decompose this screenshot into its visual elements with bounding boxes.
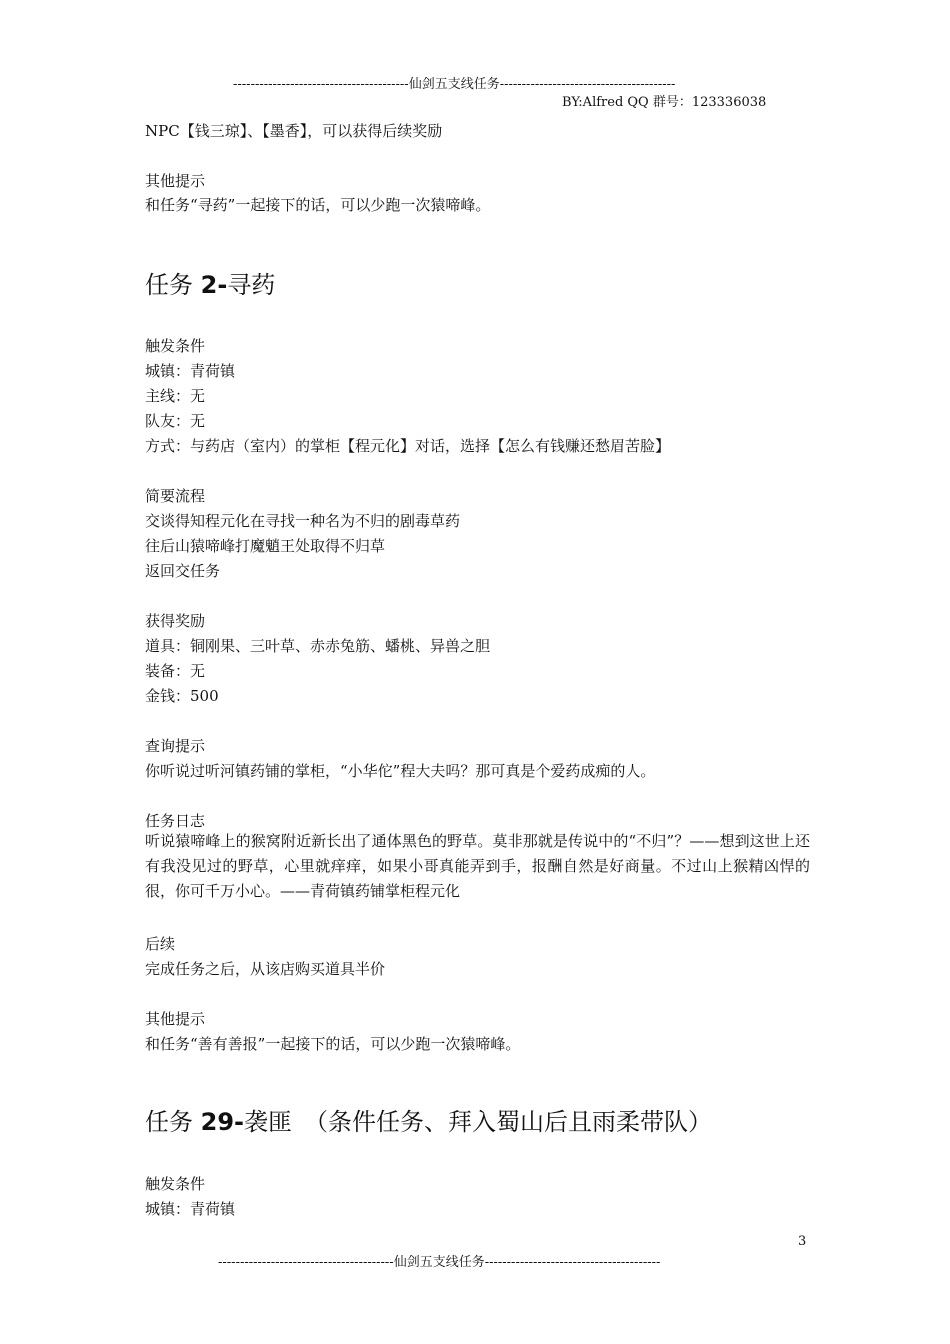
task-2-tips-label: 其他提示 [145,1010,206,1028]
other-tips-label: 其他提示 [145,172,206,190]
task-2-heading-number: 2- [200,271,228,299]
task-2-teammate: 队友：无 [145,412,206,430]
task-2-reward-money: 金钱：500 [145,687,219,705]
task-29-heading-prefix: 任务 [145,1108,201,1136]
task-2-query-text: 你听说过听河镇药铺的掌柜，“小华佗”程大夫吗？那可真是个爱药成痴的人。 [145,762,656,780]
task-2-heading-name: 寻药 [227,271,276,299]
task-29-trigger-label: 触发条件 [145,1175,206,1193]
header-title-line: ----------------------------------------仙剑五支线任务---------------------------------------- [233,77,676,92]
task-2-reward-items: 道具：铜刚果、三叶草、赤赤兔筋、蟠桃、异兽之胆 [145,637,491,655]
task-2-flow-step: 返回交任务 [145,562,221,580]
task-2-log-label: 任务日志 [145,812,206,830]
npc-reward-line: NPC【钱三琼】、【墨香】，可以获得后续奖励 [145,122,443,140]
task-2-flow-label: 简要流程 [145,487,206,505]
task-29-heading-name: 袭匪 （条件任务、拜入蜀山后且雨柔带队） [244,1108,712,1136]
footer-title-line: ----------------------------------------仙剑五支线任务---------------------------------------- [218,1255,661,1270]
task-2-town: 城镇：青荷镇 [145,362,236,380]
task-2-tips-text: 和任务“善有善报”一起接下的话，可以少跑一次猿啼峰。 [145,1035,521,1053]
other-tips-text: 和任务“寻药”一起接下的话，可以少跑一次猿啼峰。 [145,196,491,214]
task-2-flow-step: 交谈得知程元化在寻找一种名为不归的剧毒草药 [145,512,461,530]
task-2-flow-step: 往后山猿啼峰打魔魈王处取得不归草 [145,537,386,555]
task-2-followup-label: 后续 [145,935,176,953]
task-2-heading [145,265,275,300]
page-number: 3 [798,1234,807,1249]
task-2-mainline: 主线：无 [145,387,206,405]
task-2-followup-text: 完成任务之后，从该店购买道具半价 [145,960,386,978]
task-2-method: 方式：与药店（室内）的掌柜【程元化】对话，选择【怎么有钱赚还愁眉苦脸】 [145,437,671,455]
task-2-reward-equipment: 装备：无 [145,662,206,680]
task-29-town: 城镇：青荷镇 [145,1200,236,1218]
task-29-heading-number: 29- [200,1108,244,1136]
task-2-query-label: 查询提示 [145,737,206,755]
task-29-heading [145,1102,712,1137]
header-byline: BY:Alfred QQ 群号：123336038 [562,95,767,110]
task-2-trigger-label: 触发条件 [145,337,206,355]
task-2-reward-label: 获得奖励 [145,612,206,630]
task-2-heading-prefix: 任务 [145,271,201,299]
task-2-log-text: 听说猿啼峰上的猴窝附近新长出了通体黑色的野草。莫非那就是传说中的“不归”？——想到这世上还有我没见过的野草，心里就痒痒，如果小哥真能弄到手，报酬自然是好商量。不过山上猴精凶悍的很，你可千万小心。——青荷镇药铺掌柜程元化 [145,832,810,900]
